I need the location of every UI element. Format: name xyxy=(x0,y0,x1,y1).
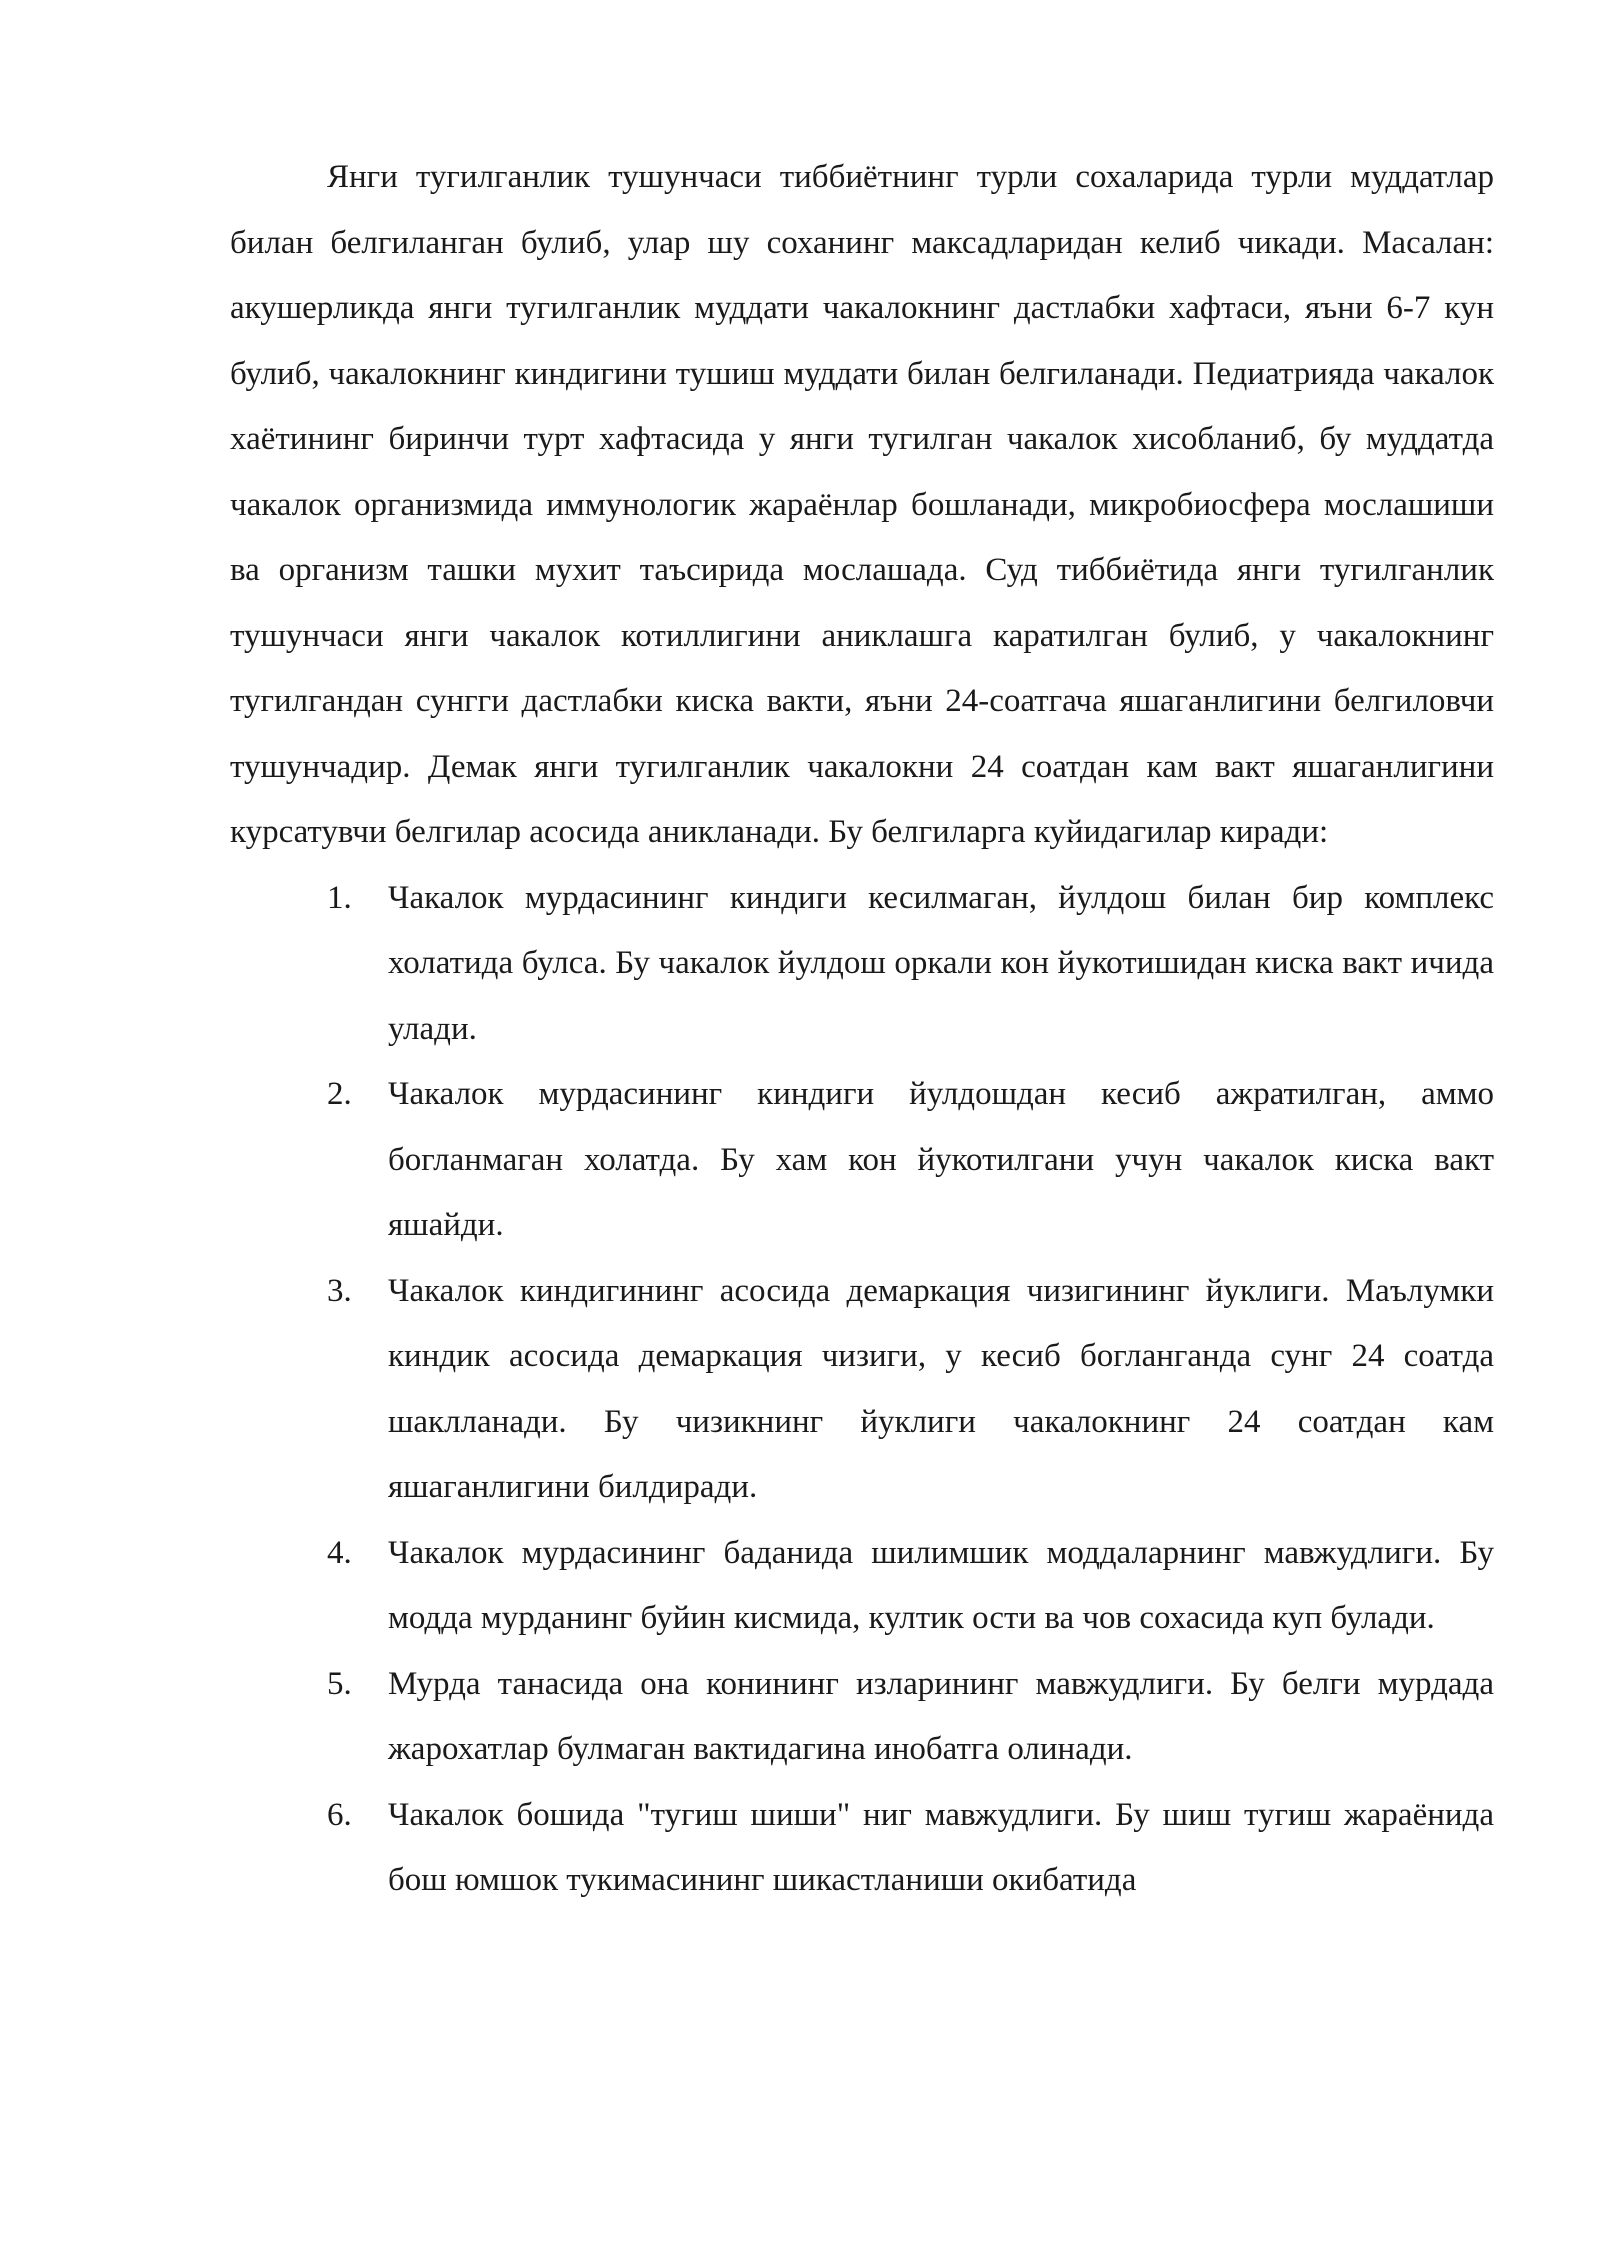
list-item xyxy=(230,1783,1494,1914)
list-item-number: 2. xyxy=(327,1076,352,1112)
list-item-number: 3. xyxy=(327,1272,352,1309)
intro-paragraph: Янги тугилганлик тушунчаси тиббиётнинг турли сохаларида турли муддатлар билан белгиланган булиб, улар шу соханинг максадларидан келиб чикади. Масалан: акушерликда янги тугилганлик муддати чакалокнинг дастлабки хафтаси, яъни 6-7 кун булиб, чакалокнинг киндигини тушиш муддати билан белгиланади. Педиатрияда чакалок хаётининг биринчи турт хафтасида у янги тугилган чакалок хисобланиб, бу муддатда чакалок организмида иммунологик жараёнлар бошланади, микробиосфера мослашиши ва организм ташки мухит таъсирида мослашада. Суд тиббиётида янги тугилганлик тушунчаси янги чакалок котиллигини аниклашга каратилган булиб, у чакалокнинг тугилгандан сунгги дастлабки киска вакти, яъни 24-соатгача яшаганлигини белгиловчи тушунчадир. Демак янги тугилганлик чакалокни 24 соатдан кам вакт яшаганлигини курсатувчи белгилар асосида аникланади. Бу белгиларга куйидагилар киради: xyxy=(230,159,1494,850)
document-page xyxy=(230,145,1494,1914)
list-item-number: 6. xyxy=(327,1796,352,1833)
list-item-text: Чакалок киндигининг асосида демаркация чизигининг йуклиги. Маълумки киндик асосида демаркация чизиги, у кесиб богланганда сунг 24 соатда шаклланади. Бу чизикнинг йуклиги чакалокнинг 24 соатдан кам яшаганлигини билдиради. xyxy=(388,1272,1494,1505)
list-item-number: 1. xyxy=(327,879,352,916)
list-item-text: Чакалок бошида "тугиш шиши" ниг мавжудлиги. Бу шиш тугиш жараёнида бош юмшок тукимасининг шикастланиши окибатида xyxy=(388,1796,1494,1898)
list-item-text: Чакалок мурдасининг киндиги кесилмаган, йулдош билан бир комплекс холатида булса. Бу чакалок йулдош оркали кон йукотишидан киска вакт ичида улади. xyxy=(388,879,1494,1047)
list-item-text: Чакалок мурдасининг баданида шилимшик моддаларнинг мавжудлиги. Бу модда мурданинг буйин кисмида, култик ости ва чов сохасида куп булади. xyxy=(388,1534,1494,1636)
list-item xyxy=(230,866,1494,1063)
list-item-number: 5. xyxy=(327,1665,352,1702)
list-item-text: Чакалок мурдасининг киндиги йулдошдан кесиб ажратилган, аммо богланмаган холатда. Бу хам кон йукотилгани учун чакалок киска вакт яшайди. xyxy=(388,1076,1494,1243)
list-item xyxy=(230,1521,1494,1652)
list-item-text: Мурда танасида она конининг изларининг мавжудлиги. Бу белги мурдада жарохатлар булмаган вактидагина инобатга олинади. xyxy=(388,1665,1494,1767)
list-item xyxy=(230,1062,1494,1259)
criteria-list xyxy=(230,866,1494,1914)
list-item xyxy=(230,1652,1494,1783)
list-item-number: 4. xyxy=(327,1534,352,1571)
list-item xyxy=(230,1259,1494,1521)
